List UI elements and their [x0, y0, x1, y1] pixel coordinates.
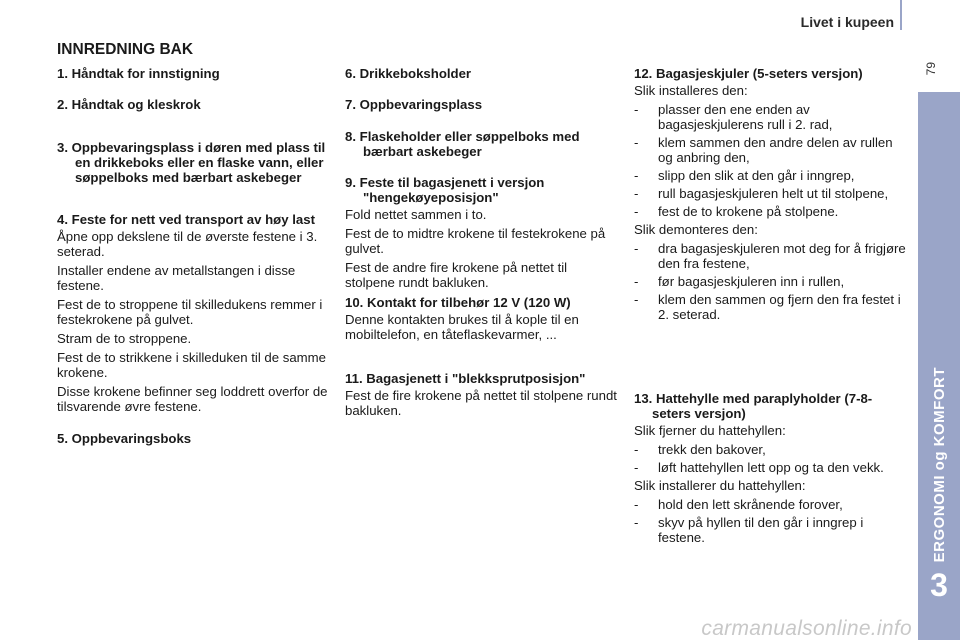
item-12-heading: 12. Bagasjeskjuler (5-seters versjon): [634, 66, 863, 81]
item-13-heading: 13. Hattehylle med paraplyholder (7-8-seters versjon): [634, 391, 873, 421]
install-step: - plasser den ene enden av bagasjeskjulerens rull i 2. rad,: [634, 102, 833, 132]
item-12-install-intro: Slik installeres den:: [634, 83, 748, 98]
item-4-heading: 4. Feste for nett ved transport av høy last: [57, 212, 315, 227]
item-5-heading: 5. Oppbevaringsboks: [57, 431, 192, 446]
item-12: [634, 66, 906, 325]
item-2-heading: 2. Håndtak og kleskrok: [57, 97, 201, 112]
remove-step: - trekk den bakover,: [634, 442, 766, 457]
item-4-text-4: Stram de to stroppene.: [57, 331, 192, 346]
page-number: 79: [924, 62, 938, 76]
page-header-title: Livet i kupeen: [800, 14, 894, 30]
item-12-remove-intro: Slik demonteres den:: [634, 222, 758, 237]
item-5: [57, 431, 332, 448]
install-step: - klem sammen den andre delen av rullen og anbring den,: [634, 135, 893, 165]
item-4: [57, 212, 332, 418]
item-13: [634, 391, 906, 548]
item-3-heading: 3. Oppbevaringsplass i døren med plass til en drikkeboks eller en flaske vann, eller søppelboks med bærbart askebeger: [57, 140, 326, 185]
item-10-text-1: Denne kontakten brukes til å kople til en mobiltelefon, en tåteflaskevarmer, ...: [345, 312, 579, 342]
item-13-remove-intro: Slik fjerner du hattehyllen:: [634, 423, 786, 438]
item-13-install-intro: Slik installerer du hattehyllen:: [634, 478, 806, 493]
install-step: - hold den lett skrånende forover,: [634, 497, 843, 512]
chapter-label-container: [918, 92, 960, 562]
item-9-text-3: Fest de andre fire krokene på nettet til stolpene rundt bakluken.: [345, 260, 568, 290]
item-4-text-1: Åpne opp dekslene til de øverste festene i 3. seterad.: [57, 229, 318, 259]
remove-step: - løft hattehyllen lett opp og ta den vekk.: [634, 460, 884, 475]
item-11-text-1: Fest de fire krokene på nettet til stolpene rundt bakluken.: [345, 388, 617, 418]
item-6: [345, 66, 620, 83]
item-9: [345, 175, 620, 294]
install-step: - slipp den slik at den går i inngrep,: [634, 168, 855, 183]
install-step: - rull bagasjeskjuleren helt ut til stolpene,: [634, 186, 889, 201]
remove-step: - dra bagasjeskjuleren mot deg for å frigjøre den fra festene,: [634, 241, 906, 271]
chapter-label: ERGONOMI og KOMFORT: [930, 366, 948, 562]
item-4-text-5: Fest de to strikkene i skilleduken til de samme krokene.: [57, 350, 326, 380]
remove-step: - klem den sammen og fjern den fra festet i 2. seterad.: [634, 292, 901, 322]
item-8-heading: 8. Flaskeholder eller søppelboks med bærbart askebeger: [345, 129, 580, 159]
item-9-text-2: Fest de to midtre krokene til festekrokene på gulvet.: [345, 226, 606, 256]
item-10-heading: 10. Kontakt for tilbehør 12 V (120 W): [345, 295, 571, 310]
install-step: - fest de to krokene på stolpene.: [634, 204, 839, 219]
item-11: [345, 371, 620, 422]
item-9-heading: 9. Feste til bagasjenett i versjon "hengekøyeposisjon": [345, 175, 545, 205]
install-step: - skyv på hyllen til den går i inngrep i festene.: [634, 515, 864, 545]
item-10: [345, 295, 620, 346]
item-7-heading: 7. Oppbevaringsplass: [345, 97, 483, 112]
chapter-number: 3: [930, 567, 948, 603]
item-11-heading: 11. Bagasjenett i "blekksprutposisjon": [345, 371, 586, 386]
item-8: [345, 129, 620, 161]
section-title: INNREDNING BAK: [57, 41, 194, 58]
item-4-text-3: Fest de to stroppene til skilledukens remmer i festekrokene på gulvet.: [57, 297, 323, 327]
item-4-text-6: Disse krokene befinner seg loddrett overfor de tilsvarende øvre festene.: [57, 384, 328, 414]
item-2: [57, 97, 332, 114]
item-4-text-2: Installer endene av metallstangen i disse festene.: [57, 263, 296, 293]
item-1-heading: 1. Håndtak for innstigning: [57, 66, 220, 81]
item-1: [57, 66, 332, 83]
header-divider: [900, 0, 902, 30]
watermark: carmanualsonline.info: [701, 617, 912, 640]
item-9-text-1: Fold nettet sammen i to.: [345, 207, 487, 222]
remove-step: - før bagasjeskjuleren inn i rullen,: [634, 274, 845, 289]
item-7: [345, 97, 620, 114]
item-3: [57, 140, 332, 187]
item-6-heading: 6. Drikkeboksholder: [345, 66, 472, 81]
